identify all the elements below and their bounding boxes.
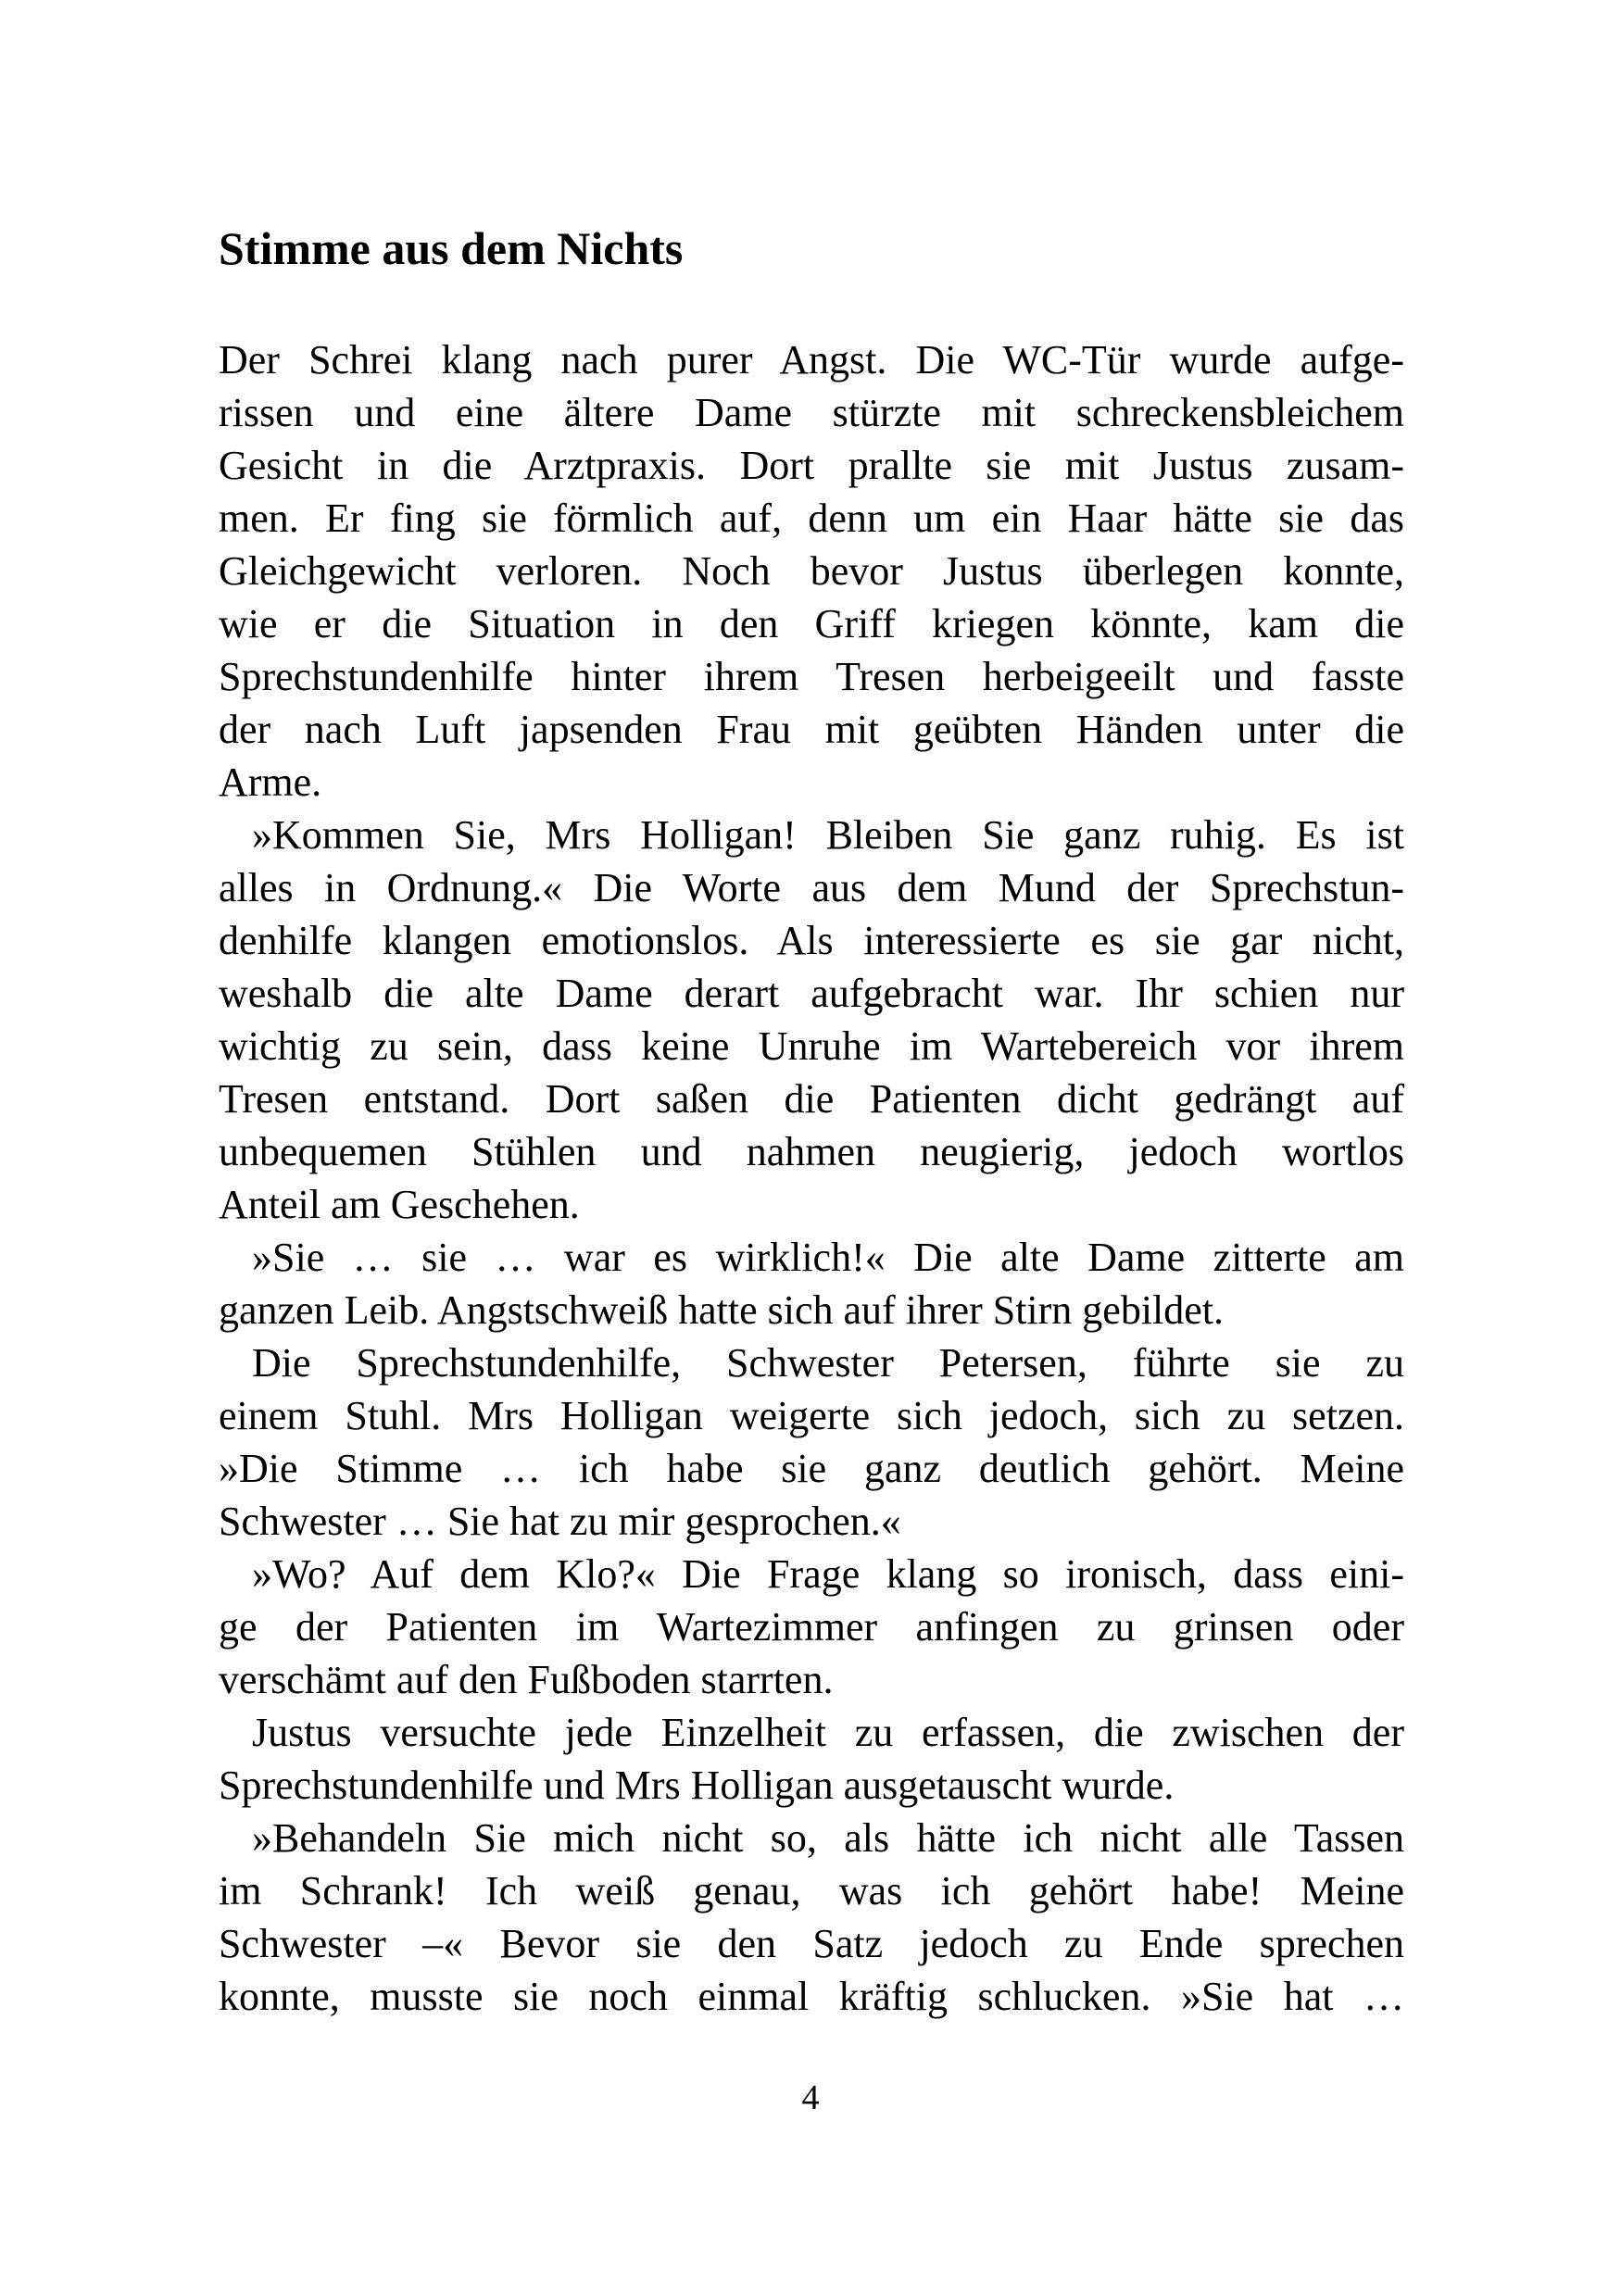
text-line: Gesicht in die Arztpraxis. Dort prallte sie mit Justus zusam- (219, 443, 1404, 488)
text-line: »Kommen Sie, Mrs Holligan! Bleiben Sie ganz ruhig. Es ist (252, 812, 1404, 858)
text-line: ganzen Leib. Angstschweiß hatte sich auf ihrer Stirn gebildet. (219, 1287, 1225, 1333)
text-line: »Sie … sie … war es wirklich!« Die alte Dame zitterte am (252, 1235, 1404, 1280)
text-line: Anteil am Geschehen. (219, 1182, 580, 1227)
text-line: einem Stuhl. Mrs Holligan weigerte sich jedoch, sich zu setzen. (219, 1393, 1404, 1438)
chapter-title: Stimme aus dem Nichts (219, 222, 684, 274)
text-line: unbequemen Stühlen und nahmen neugierig, jedoch wortlos (219, 1129, 1404, 1174)
text-line: denhilfe klangen emotionslos. Als interessierte es sie gar nicht, (219, 918, 1404, 963)
body-text (219, 333, 1404, 2023)
text-line: Die Sprechstundenhilfe, Schwester Petersen, führte sie zu (252, 1340, 1404, 1386)
text-line: »Die Stimme … ich habe sie ganz deutlich gehört. Meine (219, 1446, 1404, 1491)
text-line: alles in Ordnung.« Die Worte aus dem Mund der Sprechstun- (219, 865, 1404, 910)
text-line: Justus versuchte jede Einzelheit zu erfassen, die zwischen der (252, 1710, 1404, 1755)
text-line: Tresen entstand. Dort saßen die Patienten dicht gedrängt auf (219, 1076, 1404, 1122)
text-line: men. Er fing sie förmlich auf, denn um ein Haar hätte sie das (219, 496, 1404, 541)
text-line: verschämt auf den Fußboden starrten. (219, 1657, 834, 1702)
text-line: der nach Luft japsenden Frau mit geübten Händen unter die (219, 707, 1404, 752)
text-line: »Behandeln Sie mich nicht so, als hätte ich nicht alle Tassen (252, 1815, 1404, 1861)
text-line: »Wo? Auf dem Klo?« Die Frage klang so ironisch, dass eini- (252, 1551, 1404, 1597)
text-line: weshalb die alte Dame derart aufgebracht war. Ihr schien nur (219, 971, 1404, 1016)
text-line: Gleichgewicht verloren. Noch bevor Justus überlegen konnte, (219, 548, 1404, 594)
text-line: Schwester … Sie hat zu mir gesprochen.« (219, 1499, 901, 1544)
text-line: Sprechstundenhilfe und Mrs Holligan ausgetauscht wurde. (219, 1763, 1175, 1808)
text-line: ge der Patienten im Wartezimmer anfingen zu grinsen oder (219, 1604, 1404, 1650)
text-line: wichtig zu sein, dass keine Unruhe im Wartebereich vor ihrem (219, 1023, 1404, 1069)
text-line: Sprechstundenhilfe hinter ihrem Tresen herbeigeeilt und fasste (219, 654, 1404, 699)
text-line: Schwester –« Bevor sie den Satz jedoch zu Ende sprechen (219, 1921, 1404, 1966)
text-line: im Schrank! Ich weiß genau, was ich gehört habe! Meine (219, 1868, 1404, 1913)
text-line: Der Schrei klang nach purer Angst. Die WC-Tür wurde aufge- (219, 337, 1404, 383)
text-line: Arme. (219, 759, 322, 805)
page-number: 4 (801, 2078, 820, 2117)
text-line: wie er die Situation in den Griff kriegen könnte, kam die (219, 601, 1404, 646)
text-line: konnte, musste sie noch einmal kräftig schlucken. »Sie hat … (219, 1974, 1404, 2019)
text-line: rissen und eine ältere Dame stürzte mit schreckensbleichem (219, 390, 1404, 435)
